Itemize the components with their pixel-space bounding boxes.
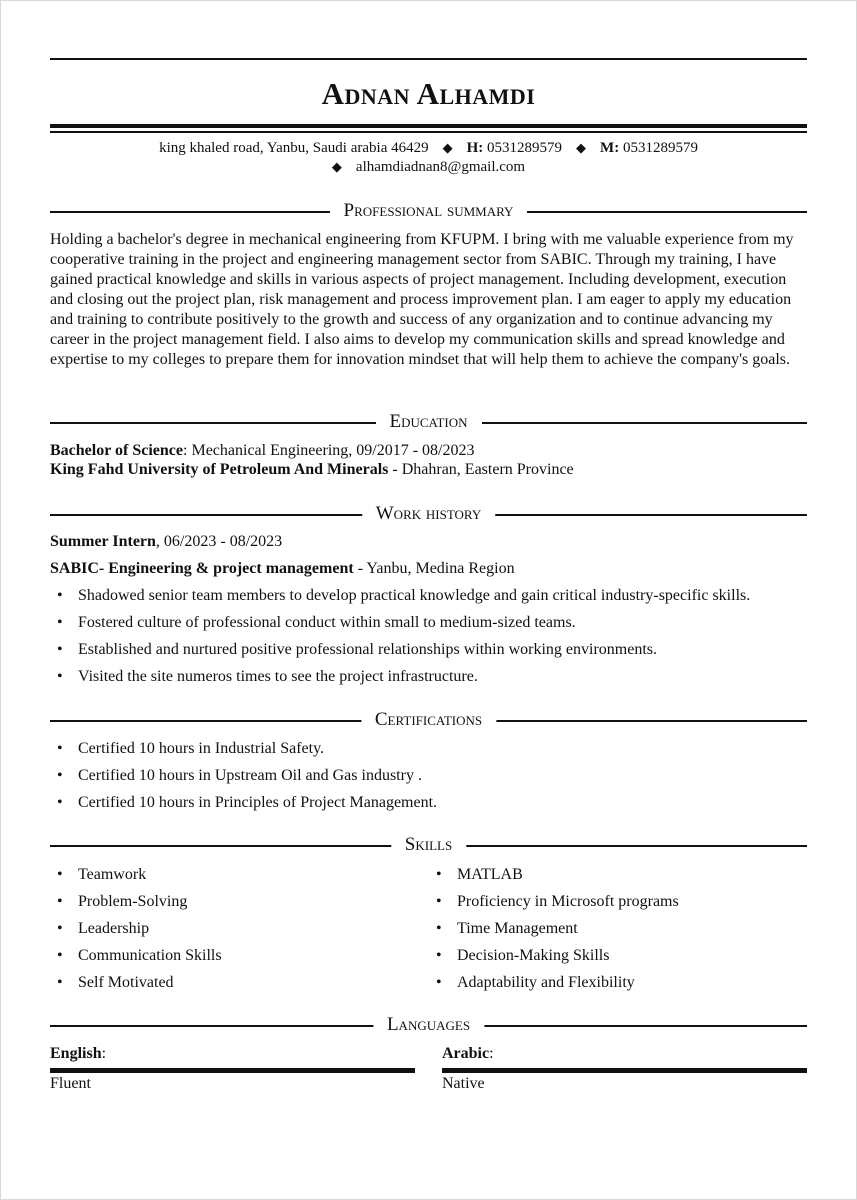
language-level: Native [442, 1075, 485, 1092]
education-section-header [50, 411, 807, 433]
header-thick-rule [50, 124, 807, 128]
diamond-separator-icon: ◆ [442, 140, 453, 155]
list-item: • Shadowed senior team members to develop practical knowledge and gain critical industry-specific skills. [57, 586, 750, 613]
work-section-title: Work history [362, 503, 496, 525]
skills-left-list [57, 865, 222, 1000]
education-school-line [50, 460, 574, 480]
list-item: • MATLAB [436, 865, 679, 892]
school-location: - Dhahran, Eastern Province [388, 461, 574, 478]
list-item: • Proficiency in Microsoft programs [436, 892, 679, 919]
header-thin-rule [50, 131, 807, 133]
language-proficiency-bar [50, 1068, 415, 1073]
languages-section-header [50, 1014, 807, 1036]
degree-field-dates: : Mechanical Engineering, 09/2017 - 08/2023 [183, 442, 475, 459]
contact-line-1 [0, 140, 857, 157]
certifications-section-header [50, 709, 807, 731]
language-name: English [50, 1045, 102, 1062]
work-location: - Yanbu, Medina Region [353, 560, 515, 577]
list-item: • Leadership [57, 919, 222, 946]
list-item: • Decision-Making Skills [436, 946, 679, 973]
list-item: • Teamwork [57, 865, 222, 892]
home-phone: 0531289579 [487, 140, 563, 156]
language-name: Arabic [442, 1045, 490, 1062]
list-item: • Certified 10 hours in Industrial Safety. [57, 739, 437, 766]
mobile-phone-label: M: [600, 140, 620, 156]
list-item: • Established and nurtured positive professional relationships within working environments. [57, 640, 750, 667]
list-item: • Time Management [436, 919, 679, 946]
summary-section-header [50, 200, 807, 222]
work-dates: , 06/2023 - 08/2023 [155, 533, 283, 550]
home-phone-label: H: [466, 140, 484, 156]
degree: Bachelor of Science [50, 442, 184, 459]
skills-section-header [50, 834, 807, 856]
resume-name: Adnan Alhamdi [321, 76, 536, 111]
list-item: • Certified 10 hours in Upstream Oil and Gas industry . [57, 766, 437, 793]
work-role: Summer Intern [50, 533, 156, 550]
skills-right-list [436, 865, 679, 1000]
certifications-list [57, 739, 437, 820]
language-english-label: English: [50, 1045, 107, 1062]
list-item: • Visited the site numeros times to see the project infrastructure. [57, 667, 750, 694]
list-item: • Adaptability and Flexibility [436, 973, 679, 1000]
summary-section-title: Professional summary [330, 200, 528, 222]
work-bullets [57, 586, 750, 694]
school-name: King Fahd University of Petroleum And Minerals [50, 461, 389, 478]
summary-text: Holding a bachelor's degree in mechanical engineering from KFUPM. I bring with me valuable experience from my cooperative training in the project and engineering management sector from SABIC. Through my training, I have gained practical knowledge and skills in various aspects of project management. Including development, execution and closing out the project plan, risk management and process improvement plan. I am eager to apply my education and training to contribute positively to the growth and success of any organization and to continue advancing my career in the project management field. I also aims to develop my communication skills and spread knowledge and expertise to my colleges to prepare them for innovation mindset that will help them to achieve the company's goals. [50, 231, 794, 368]
list-item: • Certified 10 hours in Principles of Project Management. [57, 793, 437, 820]
language-level: Fluent [50, 1075, 91, 1092]
list-item: • Self Motivated [57, 973, 222, 1000]
certifications-section-title: Certifications [361, 709, 496, 731]
work-company-line [50, 559, 515, 579]
skills-section-title: Skills [391, 834, 466, 856]
contact-line-2 [0, 159, 857, 176]
work-company: SABIC- Engineering & project management [50, 560, 354, 577]
diamond-separator-icon: ◆ [576, 140, 587, 155]
language-arabic-label: Arabic: [442, 1045, 494, 1062]
address: king khaled road, Yanbu, Saudi arabia 46429 [159, 140, 429, 156]
language-proficiency-bar [442, 1068, 807, 1073]
education-degree-line [50, 441, 475, 461]
work-section-header [50, 503, 807, 525]
list-item: • Communication Skills [57, 946, 222, 973]
header-top-rule [50, 58, 807, 60]
email-link[interactable]: alhamdiadnan8@gmail.com [355, 159, 526, 175]
list-item: • Problem-Solving [57, 892, 222, 919]
education-section-title: Education [375, 411, 481, 433]
list-item: • Fostered culture of professional conduct within small to medium-sized teams. [57, 613, 750, 640]
diamond-separator-icon: ◆ [331, 159, 342, 174]
languages-section-title: Languages [373, 1014, 484, 1036]
mobile-phone: 0531289579 [622, 140, 698, 156]
work-role-line [50, 532, 282, 552]
